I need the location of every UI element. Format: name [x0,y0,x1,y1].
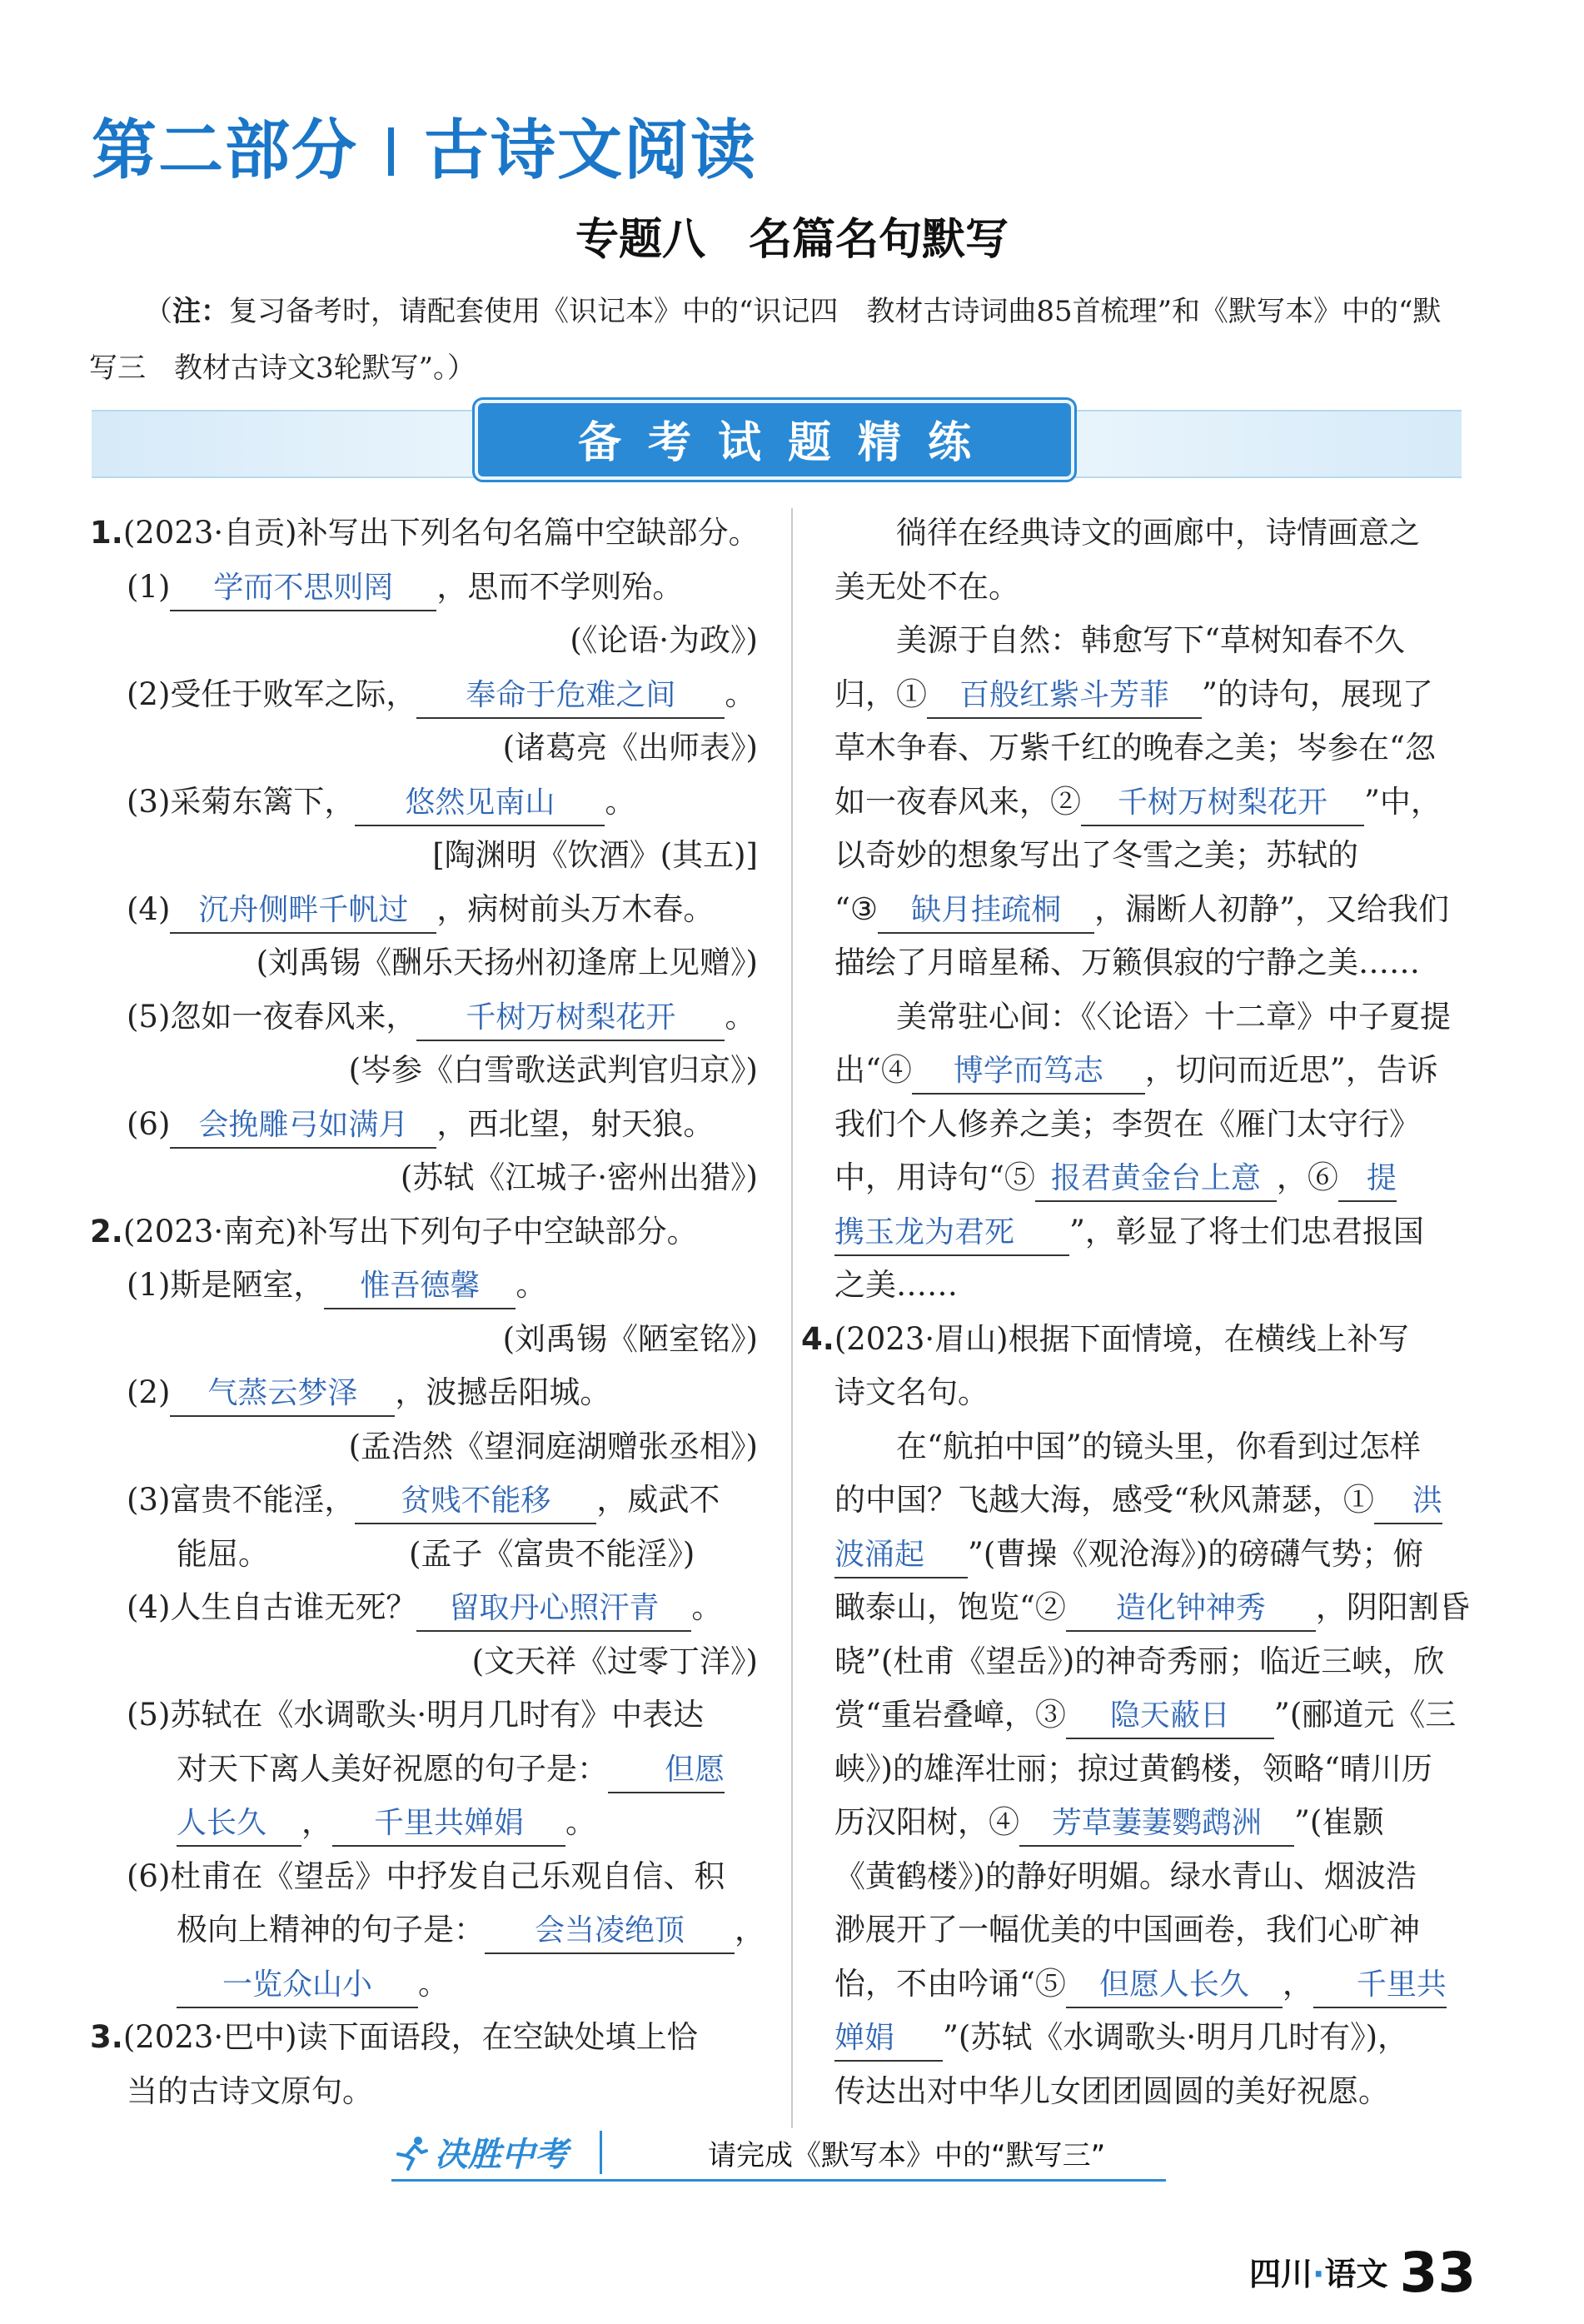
q2-item-4: (4)人生自古谁无死？ 留取丹心照汗青 。 [90,1581,763,1635]
q3-p3-l1: 美常驻心间：《〈论语〉十二章》中子夏提 [896,998,1451,1035]
title-separator [388,127,394,176]
part-title-a: 第二部分 [92,113,359,188]
question-1-stem: 1.(2023·自贡)补写出下列名句名篇中空缺部分。 [90,515,760,551]
answer-blank: 奉命于危难之间 [416,674,725,719]
q3-p2-l7: 描绘了月暗星稀、万籁俱寂的宁静之美…… [834,945,1420,980]
source-citation: (孟浩然《望洞庭湖赠张丞相》) [348,1428,758,1464]
answer-blank: 百般红紫斗芳菲 [927,674,1202,719]
answer-blank: 但愿 [608,1748,725,1793]
answer-blank: 提 [1338,1157,1397,1202]
q3-p3-l5: 携玉龙为君死 ”，彰显了将士们忠君报国 [834,1205,1461,1259]
footer-separator [600,2131,602,2174]
q4-l2: 的中国？飞越大海，感受“秋风萧瑟，① 洪 [834,1474,1461,1528]
q2-item-5-l3: 人长久 ， 千里共婵娟 。 [90,1796,763,1850]
q4-l5: 晓”(杜甫《望岳》)的神奇秀丽；临近三峡，欣 [834,1643,1445,1679]
q2-item-1: (1)斯是陋室， 惟吾德馨 。 [90,1259,763,1313]
q3-p2-l2: 归，① 百般红紫斗芳菲 ”的诗句，展现了 [834,668,1461,722]
q3-p1-l2: 美无处不在。 [834,568,1019,605]
q2-item-6: (6)杜甫在《望岳》中抒发自己乐观自信、积 [127,1858,725,1894]
answer-blank: 留取丹心照汗青 [416,1587,691,1632]
q1-item-3: (3)采菊东篱下， 悠然见南山 。 [90,775,763,830]
answer-blank: 婵娟 [834,2017,943,2062]
q2-item-3-cont: 能屈。 (孟子《富贵不能淫》) [177,1535,695,1572]
q3-p2-l6: “③ 缺月挂疏桐 ，漏断人初静”，又给我们 [834,883,1461,937]
source-citation: (刘禹锡《酬乐天扬州初逢席上见赠》) [256,945,758,980]
runner-icon [391,2134,430,2172]
answer-blank: 千里共 [1313,1963,1447,2008]
region-label: 四川 [1249,2256,1313,2292]
q4-l6: 赏“重岩叠嶂，③ 隐天蔽日 ”(郦道元《三 [834,1688,1461,1743]
source-citation: (诸葛亮《出师表》) [502,730,758,766]
brand-logo: 决胜中考 [391,2128,568,2176]
answer-blank: 人长久 [177,1802,301,1847]
q4-l11: 怡，不由吟诵“⑤ 但愿人长久 ， 千里共 [834,1957,1461,2012]
answer-blank: 报君黄金台上意 [1035,1157,1277,1202]
q3-p2-l3: 草木争春、万紫千红的晚春之美；岑参在“忽 [834,730,1436,766]
q4-l1: 在“航拍中国”的镜头里，你看到过怎样 [896,1428,1421,1464]
part-title [92,98,757,192]
answer-blank: 一览众山小 [177,1963,418,2008]
q2-item-3: (3)富贵不能淫， 贫贱不能移 ，威武不 [90,1474,763,1528]
q4-l3: 波涌起 ”(曹操《观沧海》)的磅礴气势；俯 [834,1528,1461,1582]
q1-item-5: (5)忽如一夜春风来， 千树万树梨花开 。 [90,990,763,1045]
part-title-b: 古诗文阅读 [424,113,758,188]
answer-blank: 会当凌绝顶 [485,1909,735,1954]
q3-p3-l2: 出“④ 博学而笃志 ，切问而近思”，告诉 [834,1044,1461,1098]
q4-l4: 瞰泰山，饱览“② 造化钟神秀 ，阴阳割昏 [834,1581,1461,1635]
answer-blank: 芳草萋萋鹦鹉洲 [1019,1802,1294,1847]
question-2-stem: 2.(2023·南充)补写出下列句子中空缺部分。 [90,1213,698,1249]
source-citation: (《论语·为政》) [570,622,758,658]
question-4-stem-l2: 诗文名句。 [834,1374,989,1410]
note-label: 注： [172,295,229,328]
q4-l9: 《黄鹤楼》)的静好明媚。绿水青山、烟波浩 [834,1858,1417,1894]
q2-item-2: (2) 气蒸云梦泽 ，波撼岳阳城。 [90,1366,763,1420]
q2-item-6-l2: 极向上精神的句子是： 会当凌绝顶 ， [90,1903,763,1957]
q3-p2-l5: 以奇妙的想象写出了冬雪之美；苏轼的 [834,837,1358,873]
question-3-stem: 3.(2023·巴中)读下面语段，在空缺处填上恰 [90,2019,698,2055]
subject-label: 语文 [1324,2256,1388,2292]
q3-p3-l4: 中，用诗句“⑤ 报君黄金台上意 ，⑥ 提 [834,1151,1461,1205]
q2-item-6-l3: 一览众山小 。 [90,1957,763,2012]
answer-blank: 悠然见南山 [355,781,605,826]
answer-blank: 但愿人长久 [1066,1963,1283,2008]
q3-p2-l4: 如一夜春风来，② 千树万树梨花开 ”中， [834,775,1461,830]
page-number: 33 [1399,2241,1477,2305]
answer-blank: 洪 [1374,1479,1442,1524]
answer-blank: 造化钟神秀 [1066,1587,1316,1632]
footer-instruction: 请完成《默写本》中的“默写三” [708,2139,1106,2172]
q3-p3-l6: 之美…… [834,1267,958,1303]
answer-blank: 惟吾德馨 [324,1264,516,1309]
q3-p1-l1: 徜徉在经典诗文的画廊中，诗情画意之 [896,515,1420,551]
q1-item-1: (1) 学而不思则罔 ，思而不学则殆。 [90,561,763,615]
answer-blank: 博学而笃志 [912,1050,1145,1095]
q3-p2-l1: 美源于自然：韩愈写下“草树知春不久 [896,622,1405,658]
answer-blank: 气蒸云梦泽 [170,1372,395,1417]
q4-l8: 历汉阳树，④ 芳草萋萋鹦鹉洲 ”(崔颢 [834,1796,1461,1850]
q1-item-6: (6) 会挽雕弓如满月 ，西北望，射天狼。 [90,1098,763,1152]
review-note: （注：复习备考时，请配套使用《识记本》中的“识记四 教材古诗词曲85首梳理”和《默写本》中的“默 写三 教材古诗文3轮默写”。） [89,295,1442,385]
answer-blank: 波涌起 [834,1534,968,1578]
q4-l10: 渺展开了一幅优美的中国画卷，我们心旷神 [834,1912,1420,1947]
source-citation: (刘禹锡《陋室铭》) [502,1320,758,1357]
question-4-stem: 4.(2023·眉山)根据下面情境，在横线上补写 [801,1320,1409,1357]
source-citation: [陶渊明《饮酒》(其五)] [432,837,758,873]
q4-l13: 传达出对中华儿女团团圆圆的美好祝愿。 [834,2072,1389,2109]
right-column [801,506,1470,2118]
answer-blank: 千里共婵娟 [332,1802,565,1847]
answer-blank: 学而不思则罔 [170,566,436,611]
footer-rule [391,2179,1166,2182]
q2-item-5-l2: 对天下离人美好祝愿的句子是： 但愿 [90,1743,763,1797]
column-divider [791,508,793,2128]
answer-blank: 缺月挂疏桐 [878,889,1094,934]
q3-p3-l3: 我们个人修养之美；李贺在《雁门太守行》 [834,1105,1420,1142]
q1-item-4: (4) 沉舟侧畔千帆过 ，病树前头万木春。 [90,883,763,937]
topic-title: 专题八 名篇名句默写 [575,215,1009,265]
answer-blank: 隐天蔽日 [1066,1694,1274,1739]
answer-blank: 携玉龙为君死 [834,1211,1069,1256]
q4-l12: 婵娟 ”(苏轼《水调歌头·明月几时有》)， [834,2011,1461,2065]
answer-blank: 贫贱不能移 [355,1479,596,1524]
page-footer: 四川·语文 33 [1249,2241,1477,2305]
section-label: 备考试题精练 [475,400,1074,480]
q4-l7: 峡》)的雄浑壮丽；掠过黄鹤楼，领略“晴川历 [834,1750,1432,1787]
source-citation: (孟子《富贵不能淫》) [409,1535,695,1572]
left-column [90,506,763,2118]
answer-blank: 千树万树梨花开 [416,996,725,1041]
source-citation: (岑参《白雪歌送武判官归京》) [348,1052,758,1088]
q1-item-2: (2)受任于败军之际， 奉命于危难之间 。 [90,668,763,722]
answer-blank: 沉舟侧畔千帆过 [170,889,436,934]
source-citation: (文天祥《过零丁洋》) [471,1643,758,1679]
question-3-stem-l2: 当的古诗文原句。 [127,2072,373,2109]
answer-blank: 千树万树梨花开 [1081,781,1364,826]
answer-blank: 会挽雕弓如满月 [170,1104,436,1149]
q2-item-5: (5)苏轼在《水调歌头·明月几时有》中表达 [127,1697,705,1733]
source-citation: (苏轼《江城子·密州出猎》) [400,1160,758,1195]
